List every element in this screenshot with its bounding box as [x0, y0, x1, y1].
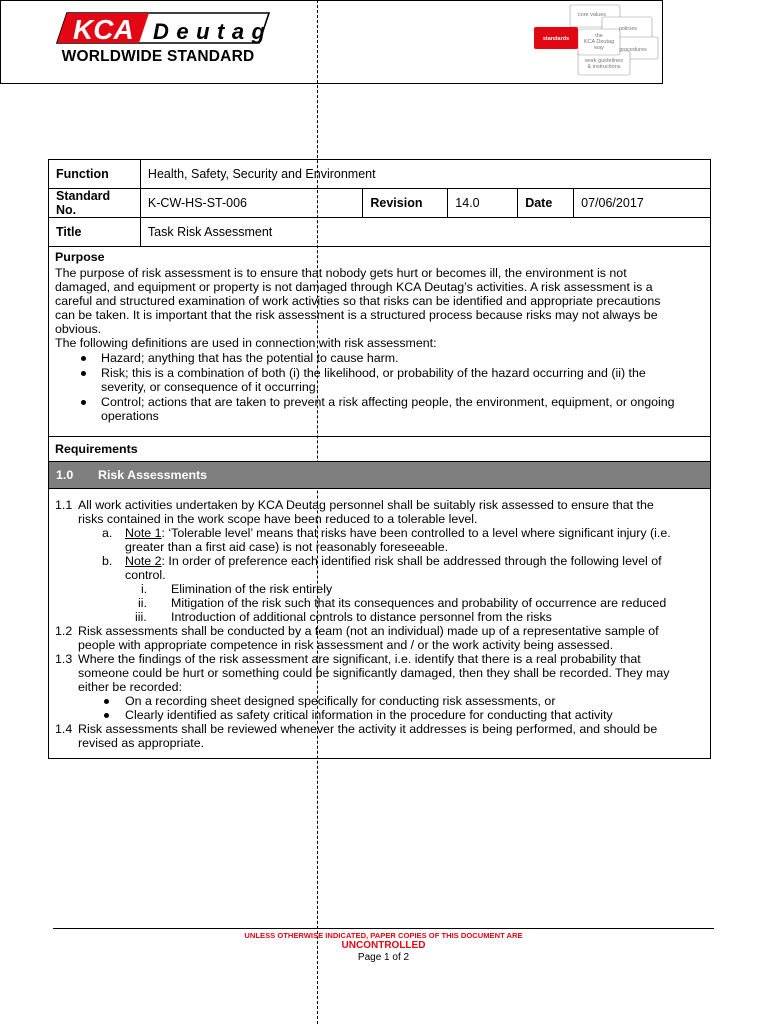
document-info-table — [48, 159, 711, 247]
clause-number: 1.3 — [55, 652, 73, 666]
note-1 — [125, 526, 671, 540]
bullet-icon — [81, 356, 86, 361]
roman-marker: ii. — [138, 596, 147, 610]
bullet-icon — [104, 713, 109, 718]
revision-label: Revision — [363, 189, 448, 218]
clause-text: people with appropriate competence in risk assessment and / or the work activity being assessed. — [78, 638, 614, 652]
purpose-line: The purpose of risk assessment is to ensure that nobody gets hurt or becomes ill, the environment is not — [55, 266, 627, 280]
clause-text: Where the findings of the risk assessment are significant, i.e. identify that there is a real probability that — [78, 652, 641, 666]
title-row — [49, 218, 711, 247]
footer-rule — [53, 928, 714, 929]
standard-number-label: Standard No. — [49, 189, 141, 218]
note-2 — [125, 554, 662, 568]
worldwide-standard-title: WORLDWIDE STANDARD — [61, 48, 255, 65]
note-2-label: Note 2 — [125, 554, 162, 568]
definition-hazard: Hazard; anything that has the potential to cause harm. — [101, 351, 399, 365]
bullet-icon — [81, 371, 86, 376]
function-value: Health, Safety, Security and Environment — [140, 160, 710, 189]
clause-number: 1.2 — [55, 624, 73, 638]
control-level-mitigation: Mitigation of the risk such that its consequences and probability of occurrence are reduced — [171, 596, 667, 610]
section-header-bar — [49, 461, 710, 489]
purpose-line: can be taken. It is important that the risk assessment is a structured process because risks may not always be — [55, 308, 658, 322]
list-marker: b. — [102, 554, 113, 568]
clause-number: 1.4 — [55, 722, 73, 736]
clause-text: revised as appropriate. — [78, 736, 205, 750]
control-level-additional: Introduction of additional controls to distance personnel from the risks — [171, 610, 552, 624]
clause-text: All work activities undertaken by KCA Deutag personnel shall be suitably risk assessed to ensure that the — [78, 498, 654, 512]
note-1-text: : ‘Tolerable level’ means that risks have been controlled to a level where significant injury (i.e. — [161, 526, 671, 540]
record-option-procedure: Clearly identified as safety critical information in the procedure for conducting that activity — [125, 708, 613, 722]
note-1-cont: greater than a first aid case) is not reasonably foreseeable. — [125, 540, 449, 554]
title-value: Task Risk Assessment — [140, 218, 710, 247]
roman-marker: iii. — [135, 610, 147, 624]
purpose-heading: Purpose — [55, 250, 105, 264]
logo-kca-text: KCA — [73, 14, 134, 45]
clause-text: Risk assessments shall be reviewed whenever the activity it addresses is being performed, and should be — [78, 722, 658, 736]
definition-control-cont: operations — [101, 409, 159, 423]
definition-risk-cont: severity, or consequence of it occurring. — [101, 380, 320, 394]
diagram-kca-deutag: KCA Deutag — [583, 39, 615, 45]
diagram-standards: standards — [542, 36, 570, 42]
clause-text: someone could be hurt or something could be significantly damaged, then they shall be recorded. They may — [78, 666, 670, 680]
section-divider — [49, 436, 710, 437]
note-1-label: Note 1 — [125, 526, 162, 540]
diagram-way: way — [594, 45, 604, 51]
diagram-work-guidelines: work guidelines — [585, 58, 623, 64]
list-marker: a. — [102, 526, 113, 540]
clause-text: Risk assessments shall be conducted by a team (not an individual) made up of a representative sample of — [78, 624, 659, 638]
diagram-procedures: procedures — [619, 47, 647, 53]
purpose-line: careful and structured examination of work activities so that risks can be identified and appropriate precautions — [55, 294, 661, 308]
function-label: Function — [49, 160, 141, 189]
section-number: 1.0 — [56, 468, 74, 482]
standard-row — [49, 189, 711, 218]
standards-hierarchy-diagram — [532, 3, 660, 79]
purpose-line: damaged, and equipment or property is not damaged through KCA Deutag’s activities. A risk assessment is a — [55, 280, 653, 294]
section-title: Risk Assessments — [98, 468, 208, 482]
standard-number-value: K-CW-HS-ST-006 — [140, 189, 362, 218]
date-value: 07/06/2017 — [574, 189, 711, 218]
requirements-heading: Requirements — [55, 442, 138, 456]
purpose-line: obvious. — [55, 322, 102, 336]
kca-deutag-logo — [53, 11, 273, 45]
diagram-core-values: core values — [577, 12, 607, 18]
uncontrolled-notice: UNLESS OTHERWISE INDICATED, PAPER COPIES OF THIS DOCUMENT ARE — [244, 931, 523, 940]
document-body — [48, 245, 711, 759]
diagram-policies: policies — [618, 26, 638, 32]
logo-deutag-text: Deutag — [153, 19, 265, 44]
roman-marker: i. — [141, 582, 148, 596]
clause-number: 1.1 — [55, 498, 73, 512]
definition-control: Control; actions that are taken to prevent a risk affecting people, the environment, equipment, or ongoing — [101, 395, 675, 409]
uncontrolled-label: UNCONTROLLED — [341, 940, 426, 951]
bullet-icon — [81, 400, 86, 405]
bullet-icon — [104, 699, 109, 704]
revision-value: 14.0 — [448, 189, 518, 218]
title-label: Title — [49, 218, 141, 247]
page-number: Page 1 of 2 — [357, 952, 410, 963]
note-2-text: : In order of preference each identified risk shall be addressed through the following level of — [161, 554, 662, 568]
function-row — [49, 160, 711, 189]
diagram-the: the — [595, 33, 603, 39]
date-label: Date — [518, 189, 574, 218]
definition-risk: Risk; this is a combination of both (i) the likelihood, or probability of the hazard occurring and (ii) the — [101, 366, 646, 380]
diagram-instructions: & instructions — [587, 64, 621, 70]
clause-text: risks contained in the work scope have been reduced to a tolerable level. — [78, 512, 478, 526]
record-option-sheet: On a recording sheet designed specifically for conducting risk assessments, or — [125, 694, 556, 708]
note-2-cont: control. — [125, 568, 166, 582]
document-header — [0, 0, 663, 84]
control-level-elimination: Elimination of the risk entirely — [171, 582, 333, 596]
purpose-line: The following definitions are used in connection with risk assessment: — [55, 336, 437, 350]
clause-text: either be recorded: — [78, 680, 183, 694]
